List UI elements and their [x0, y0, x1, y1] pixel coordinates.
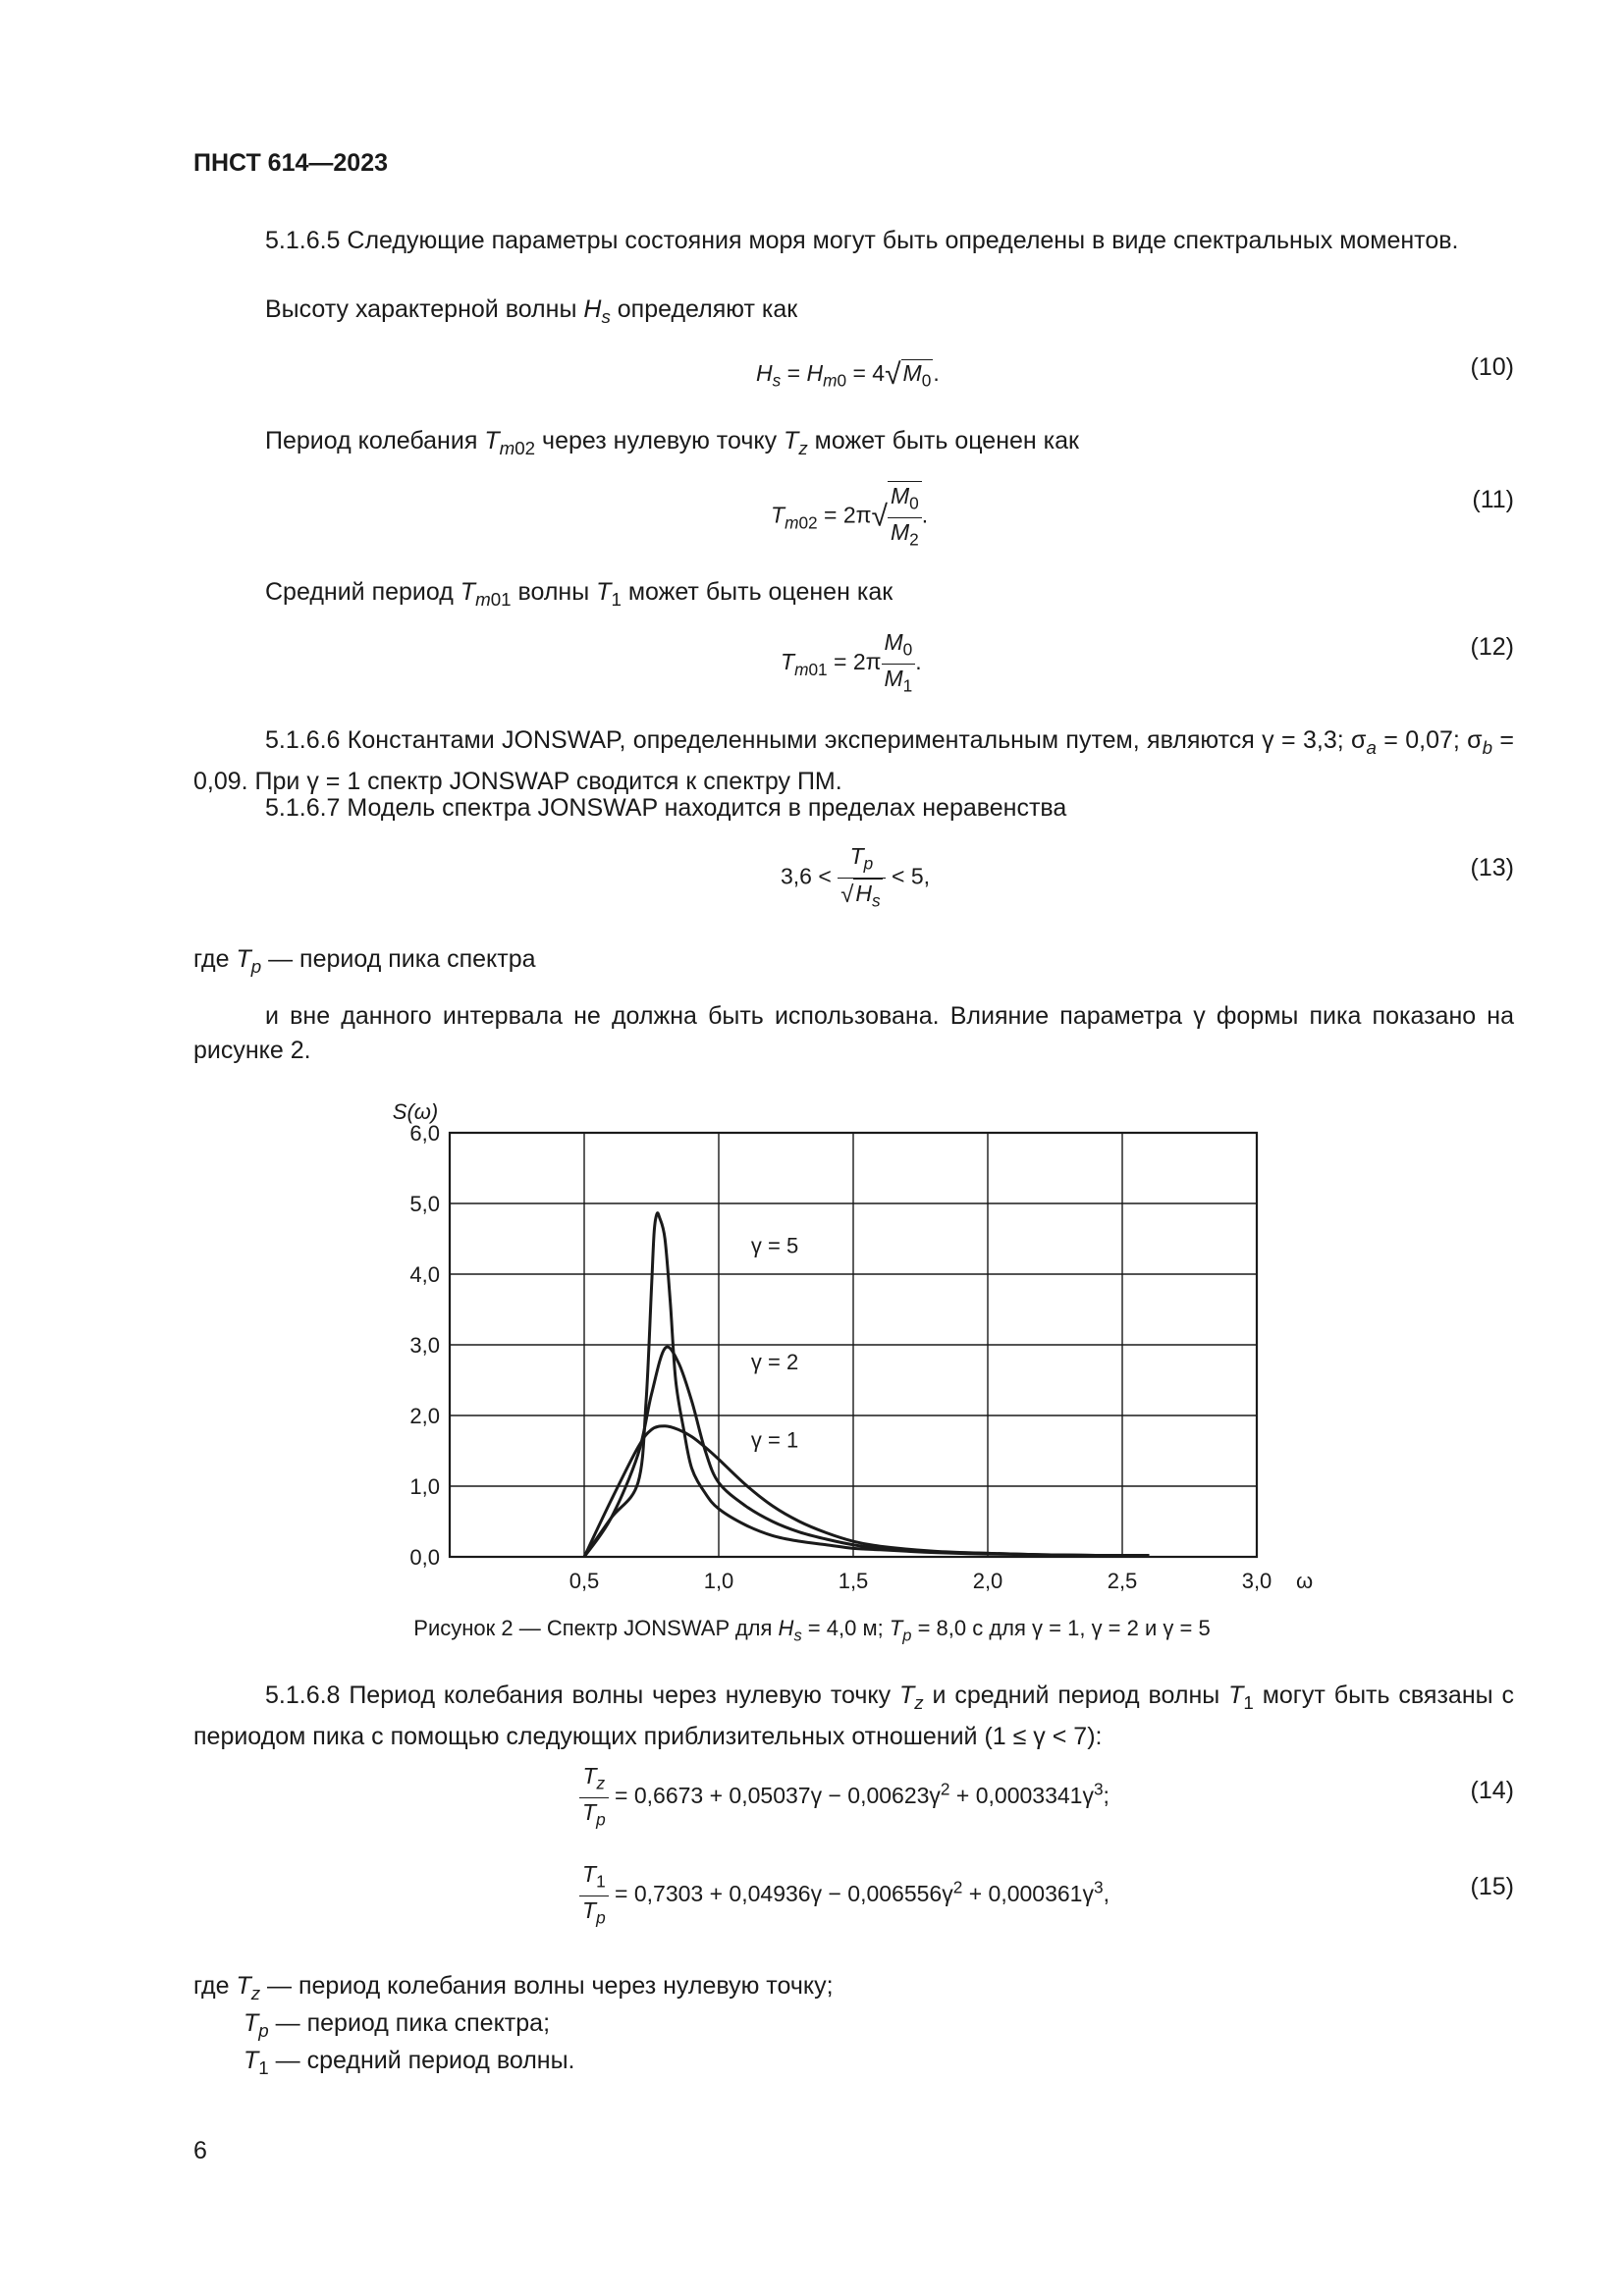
equation-14: $\frac{T_z}{T_p}$ = $0,6673 + 0,05037\gamma - 0,00623\gamma^2 + 0,0003341\gamma^3$; — [579, 1762, 1110, 1833]
series-line-3 — [584, 1426, 1149, 1557]
equation-10: $H_s = H_{m0} = 4√M_0$. — [756, 358, 940, 391]
equation-11-number: (11) — [1472, 486, 1514, 513]
where-tz: где $T_z$ — период колебания волны через нулевую точку; — [193, 1972, 834, 2003]
series-annotation: γ = 5 — [750, 1233, 799, 1258]
paragraph-gamma-effect: и вне данного интервала не должна быть использована. Влияние параметра γ формы пика показано на рисунке 2. — [193, 1002, 1514, 1064]
series-annotation: γ = 2 — [750, 1350, 799, 1375]
series-line-1 — [584, 1213, 1149, 1557]
y-axis-label: S(ω) — [393, 1099, 439, 1124]
x-tick-label: 3,0 — [1241, 1569, 1272, 1593]
y-tick-label: 3,0 — [409, 1333, 440, 1358]
equation-13: 3,6 < $\frac{T_p}{√H_s}$ < 5, — [781, 842, 930, 914]
hs-definition-text: Высоту характерной волны $H_s$ определяют как — [265, 295, 798, 327]
equation-11: $T_{m02} = 2\pi√$ $\frac{M_0}{M_2}$ . — [771, 481, 928, 553]
y-tick-label: 5,0 — [409, 1192, 440, 1216]
tm01-definition-text: Средний период $T_{m01}$ волны $T_1$ может быть оценен как — [265, 578, 893, 610]
paragraph-5-1-6-8: 5.1.6.8 Период колебания волны через нулевую точку $T_z$ и средний период волны $T_1$ могут быть связаны с периодом пика с помощью следующих приблизительных отношений (1 ≤ γ < 7): — [193, 1682, 1514, 1750]
tp-definition-text: где $T_p$ — период пика спектра — [193, 945, 536, 977]
series-line-2 — [584, 1347, 1149, 1557]
x-tick-label: 0,5 — [568, 1569, 600, 1593]
y-tick-label: 2,0 — [409, 1404, 440, 1428]
where-tp: $T_p$ — период пика спектра; — [244, 2009, 551, 2041]
paragraph-5-1-6-5: 5.1.6.5 Следующие параметры состояния моря могут быть определены в виде спектральных моментов. — [265, 227, 1459, 254]
x-tick-label: 2,5 — [1107, 1569, 1138, 1593]
series-annotation: γ = 1 — [750, 1427, 799, 1453]
y-tick-label: 6,0 — [409, 1121, 440, 1146]
tm02-definition-text: Период колебания $T_{m02}$ через нулевую точку $T_z$ может быть оценен как — [265, 427, 1079, 458]
equation-15: $\frac{T_1}{T_p}$ = $0,7303 + 0,04936\gamma - 0,006556\gamma^2 + 0,000361\gamma^3$, — [579, 1860, 1110, 1931]
equation-12-number: (12) — [1470, 633, 1514, 661]
equation-12: $T_{m01} = 2\pi$ $\frac{M_0}{M_1}$ . — [781, 629, 922, 696]
document-id-header: ПНСТ 614—2023 — [193, 149, 388, 177]
figure-2-caption: Рисунок 2 — Спектр JONSWAP для $H_s = 4,0$ м; $T_p = 8,0$ с для γ = 1, γ = 2 и γ = 5 — [413, 1616, 1211, 1645]
equation-15-number: (15) — [1470, 1873, 1514, 1900]
page-number: 6 — [193, 2137, 207, 2164]
equation-14-number: (14) — [1470, 1777, 1514, 1804]
paragraph-5-1-6-7: 5.1.6.7 Модель спектра JONSWAP находится в пределах неравенства — [265, 794, 1067, 822]
x-axis-label: ω — [1296, 1569, 1314, 1593]
y-tick-label: 4,0 — [409, 1262, 440, 1287]
x-tick-label: 2,0 — [972, 1569, 1003, 1593]
y-tick-label: 1,0 — [409, 1474, 440, 1499]
y-tick-label: 0,0 — [409, 1545, 440, 1570]
x-tick-label: 1,0 — [703, 1569, 734, 1593]
equation-10-number: (10) — [1470, 353, 1514, 381]
x-tick-label: 1,5 — [838, 1569, 869, 1593]
equation-13-number: (13) — [1470, 854, 1514, 881]
paragraph-5-1-6-6: 5.1.6.6 Константами JONSWAP, определенными экспериментальным путем, являются γ = 3,3; $\sigma_a = 0,07$; $\sigma_b = 0,09$. При γ = 1 спектр JONSWAP сводится к спектру ПМ. — [193, 726, 1515, 795]
where-t1: $T_1$ — средний период волны. — [244, 2047, 575, 2078]
jonswap-spectrum-chart — [393, 1080, 1326, 1600]
